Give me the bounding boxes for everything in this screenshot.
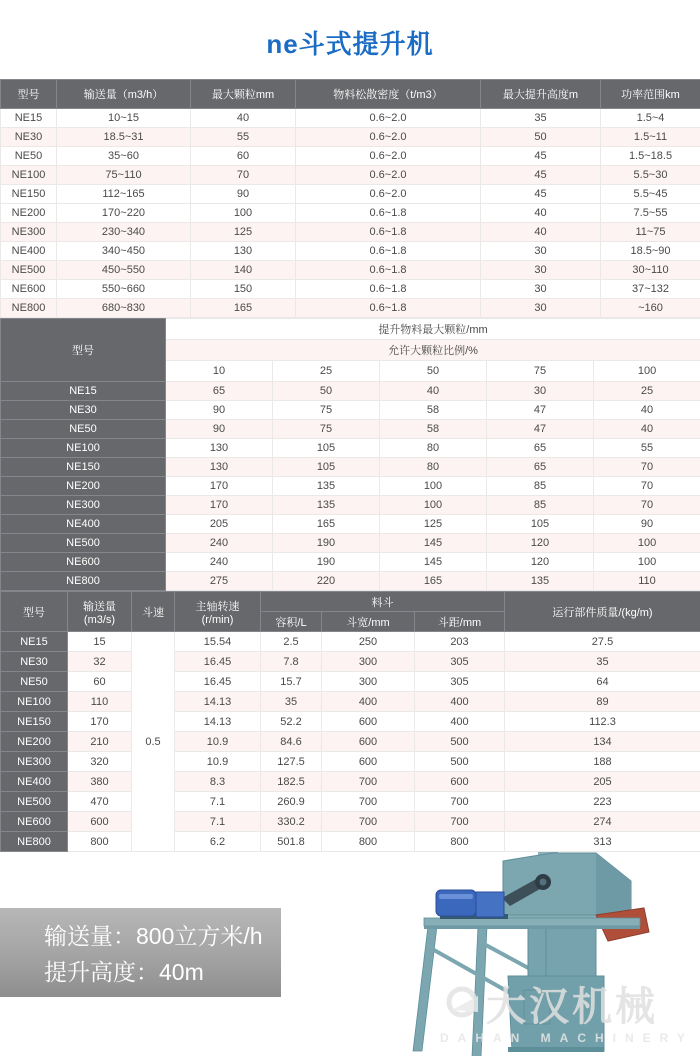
column-header: 功率范围km — [601, 80, 700, 109]
value-cell: 27.5 — [505, 632, 700, 652]
value-cell: 0.6~2.0 — [296, 128, 481, 147]
value-cell: 240 — [166, 534, 273, 553]
value-cell: 10~15 — [57, 109, 191, 128]
value-cell: 0.6~2.0 — [296, 185, 481, 204]
platform-rim — [424, 926, 640, 929]
table-row — [1, 652, 700, 672]
value-cell: 120 — [487, 553, 594, 572]
bucket-elevator-illustration — [400, 852, 700, 1056]
value-cell: 7.5~55 — [601, 204, 700, 223]
value-cell: 80 — [380, 458, 487, 477]
value-cell: 64 — [505, 672, 700, 692]
table-row — [1, 280, 700, 299]
value-cell: 275 — [166, 572, 273, 591]
value-cell: 45 — [481, 185, 601, 204]
column-header: 型号 — [1, 80, 57, 109]
value-cell: ~160 — [601, 299, 700, 318]
model-cell: NE400 — [1, 515, 166, 534]
model-cell: NE600 — [1, 280, 57, 299]
value-cell: 0.6~2.0 — [296, 166, 481, 185]
value-cell: 170 — [166, 496, 273, 515]
model-cell: NE50 — [1, 147, 57, 166]
value-cell: 0.6~2.0 — [296, 109, 481, 128]
value-cell: 1.5~11 — [601, 128, 700, 147]
elevator-photo — [400, 852, 700, 1056]
value-cell: 15.54 — [175, 632, 261, 652]
value-cell: 50 — [481, 128, 601, 147]
model-cell: NE200 — [1, 204, 57, 223]
value-cell: 100 — [594, 553, 700, 572]
value-cell: 30 — [481, 261, 601, 280]
value-cell: 90 — [166, 420, 273, 439]
column-header: 100 — [594, 361, 700, 382]
table-row — [1, 553, 700, 572]
value-cell: 240 — [166, 553, 273, 572]
elevator-trunk — [528, 921, 596, 979]
model-cell: NE600 — [1, 812, 68, 832]
value-cell: 65 — [487, 439, 594, 458]
value-cell: 600 — [415, 772, 505, 792]
value-cell: 47 — [487, 401, 594, 420]
value-cell: 112.3 — [505, 712, 700, 732]
value-cell: 105 — [273, 458, 380, 477]
column-header: 斗宽/mm — [322, 612, 415, 632]
value-cell: 65 — [166, 382, 273, 401]
support-leg-left — [413, 926, 437, 1051]
model-cell: NE15 — [1, 109, 57, 128]
value-cell: 7.8 — [261, 652, 322, 672]
caption-height: 提升高度：40m — [44, 959, 204, 985]
value-cell: 600 — [322, 712, 415, 732]
value-cell: 170~220 — [57, 204, 191, 223]
value-cell: 0.6~1.8 — [296, 261, 481, 280]
table-row — [1, 772, 700, 792]
value-cell: 70 — [594, 496, 700, 515]
value-cell: 260.9 — [261, 792, 322, 812]
model-cell: NE800 — [1, 299, 57, 318]
value-cell: 84.6 — [261, 732, 322, 752]
value-cell: 40 — [481, 204, 601, 223]
value-cell: 10.9 — [175, 732, 261, 752]
value-cell: 30~110 — [601, 261, 700, 280]
value-cell: 800 — [68, 832, 132, 852]
value-cell: 313 — [505, 832, 700, 852]
value-cell: 58 — [380, 420, 487, 439]
value-cell: 125 — [191, 223, 296, 242]
value-cell: 15 — [68, 632, 132, 652]
value-cell: 16.45 — [175, 652, 261, 672]
head-pulley-hub — [540, 879, 547, 886]
model-cell: NE100 — [1, 439, 166, 458]
capacity-header — [68, 592, 132, 632]
value-cell: 700 — [415, 792, 505, 812]
table-row — [1, 185, 700, 204]
table-row — [1, 477, 700, 496]
value-cell: 170 — [166, 477, 273, 496]
value-cell: 18.5~90 — [601, 242, 700, 261]
value-cell: 680~830 — [57, 299, 191, 318]
model-cell: NE30 — [1, 401, 166, 420]
value-cell: 220 — [273, 572, 380, 591]
table-row — [1, 261, 700, 280]
watermark-en-text: DAHAN MACHINERY — [440, 1031, 694, 1045]
value-cell: 700 — [415, 812, 505, 832]
value-cell: 112~165 — [57, 185, 191, 204]
value-cell: 165 — [273, 515, 380, 534]
value-cell: 0.6~1.8 — [296, 223, 481, 242]
table-row — [1, 732, 700, 752]
value-cell: 100 — [380, 496, 487, 515]
model-cell: NE500 — [1, 792, 68, 812]
value-cell: 100 — [191, 204, 296, 223]
table-row — [1, 458, 700, 477]
value-cell: 2.5 — [261, 632, 322, 652]
value-cell: 150 — [191, 280, 296, 299]
value-cell: 550~660 — [57, 280, 191, 299]
value-cell: 130 — [166, 439, 273, 458]
value-cell: 800 — [415, 832, 505, 852]
value-cell: 60 — [191, 147, 296, 166]
particle-group-header: 提升物料最大颗粒/mm — [166, 319, 700, 340]
value-cell: 140 — [191, 261, 296, 280]
model-cell: NE150 — [1, 458, 166, 477]
value-cell: 32 — [68, 652, 132, 672]
value-cell: 190 — [273, 534, 380, 553]
watermark-cn-text: 大汉机械 — [486, 985, 658, 1029]
value-cell: 70 — [594, 458, 700, 477]
value-cell: 800 — [322, 832, 415, 852]
shaft-header-line1: 主轴转速 — [195, 600, 240, 613]
motor-platform — [424, 918, 640, 926]
caption-capacity: 输送量：800立方米/h — [44, 923, 263, 949]
value-cell: 130 — [191, 242, 296, 261]
value-cell: 203 — [415, 632, 505, 652]
value-cell: 65 — [487, 458, 594, 477]
model-cell: NE50 — [1, 672, 68, 692]
capacity-header-line1: 输送量 — [83, 600, 116, 613]
model-cell: NE30 — [1, 128, 57, 147]
value-cell: 100 — [594, 534, 700, 553]
support-brace-2 — [484, 944, 532, 970]
spec-table-header-row1 — [1, 592, 700, 612]
table-row — [1, 712, 700, 732]
model-cell: NE800 — [1, 832, 68, 852]
value-cell: 52.2 — [261, 712, 322, 732]
value-cell: 500 — [415, 732, 505, 752]
value-cell: 300 — [322, 652, 415, 672]
value-cell: 205 — [505, 772, 700, 792]
value-cell: 500 — [415, 752, 505, 772]
value-cell: 80 — [380, 439, 487, 458]
value-cell: 0.6~2.0 — [296, 147, 481, 166]
value-cell: 40 — [594, 420, 700, 439]
value-cell: 182.5 — [261, 772, 322, 792]
value-cell: 230~340 — [57, 223, 191, 242]
value-cell: 105 — [273, 439, 380, 458]
particle-table-header-row1 — [1, 319, 700, 340]
value-cell: 501.8 — [261, 832, 322, 852]
value-cell: 125 — [380, 515, 487, 534]
value-cell: 14.13 — [175, 692, 261, 712]
running-mass-header: 运行部件质量/(kg/m) — [505, 592, 700, 632]
value-cell: 5.5~45 — [601, 185, 700, 204]
shaft-speed-header — [175, 592, 261, 632]
value-cell: 190 — [273, 553, 380, 572]
value-cell: 450~550 — [57, 261, 191, 280]
value-cell: 274 — [505, 812, 700, 832]
value-cell: 700 — [322, 792, 415, 812]
value-cell: 223 — [505, 792, 700, 812]
value-cell: 58 — [380, 401, 487, 420]
capacity-table — [0, 79, 700, 318]
value-cell: 330.2 — [261, 812, 322, 832]
value-cell: 30 — [481, 299, 601, 318]
model-cell: NE15 — [1, 382, 166, 401]
column-header: 50 — [380, 361, 487, 382]
model-cell: NE500 — [1, 261, 57, 280]
watermark-logo-swoosh — [452, 996, 478, 1012]
shaft-header-line2: (r/min) — [201, 613, 234, 626]
value-cell: 1.5~18.5 — [601, 147, 700, 166]
value-cell: 85 — [487, 496, 594, 515]
motor-body — [436, 890, 476, 916]
model-cell: NE800 — [1, 572, 166, 591]
value-cell: 170 — [68, 712, 132, 732]
model-cell: NE300 — [1, 752, 68, 772]
value-cell: 300 — [322, 672, 415, 692]
value-cell: 470 — [68, 792, 132, 812]
table-row — [1, 128, 700, 147]
model-cell: NE100 — [1, 692, 68, 712]
value-cell: 205 — [166, 515, 273, 534]
value-cell: 0.6~1.8 — [296, 242, 481, 261]
table-row — [1, 832, 700, 852]
value-cell: 5.5~30 — [601, 166, 700, 185]
value-cell: 120 — [487, 534, 594, 553]
model-cell: NE50 — [1, 420, 166, 439]
table-row — [1, 692, 700, 712]
value-cell: 40 — [380, 382, 487, 401]
column-header: 物料松散密度（t/m3） — [296, 80, 481, 109]
value-cell: 145 — [380, 534, 487, 553]
model-cell: NE150 — [1, 712, 68, 732]
value-cell: 7.1 — [175, 792, 261, 812]
model-cell: NE200 — [1, 732, 68, 752]
value-cell: 90 — [166, 401, 273, 420]
value-cell: 35 — [261, 692, 322, 712]
value-cell: 600 — [322, 752, 415, 772]
model-cell: NE200 — [1, 477, 166, 496]
value-cell: 165 — [191, 299, 296, 318]
column-header: 输送量（m3/h） — [57, 80, 191, 109]
column-header: 容积/L — [261, 612, 322, 632]
value-cell: 127.5 — [261, 752, 322, 772]
value-cell: 105 — [487, 515, 594, 534]
model-cell: NE30 — [1, 652, 68, 672]
value-cell: 8.3 — [175, 772, 261, 792]
table-row — [1, 223, 700, 242]
table-row — [1, 812, 700, 832]
value-cell: 6.2 — [175, 832, 261, 852]
table-row — [1, 166, 700, 185]
value-cell: 90 — [594, 515, 700, 534]
table-row — [1, 572, 700, 591]
table-row — [1, 242, 700, 261]
value-cell: 7.1 — [175, 812, 261, 832]
value-cell: 30 — [481, 280, 601, 299]
value-cell: 188 — [505, 752, 700, 772]
value-cell: 90 — [191, 185, 296, 204]
model-cell: NE150 — [1, 185, 57, 204]
value-cell: 55 — [594, 439, 700, 458]
value-cell: 380 — [68, 772, 132, 792]
value-cell: 45 — [481, 147, 601, 166]
model-cell: NE400 — [1, 772, 68, 792]
value-cell: 130 — [166, 458, 273, 477]
page-title: ne斗式提升机 — [266, 29, 434, 59]
table-row — [1, 147, 700, 166]
value-cell: 340~450 — [57, 242, 191, 261]
value-cell: 305 — [415, 672, 505, 692]
bucket-group-header: 料斗 — [261, 592, 505, 612]
capacity-header-line2: (m3/s) — [83, 613, 116, 626]
value-cell: 700 — [322, 812, 415, 832]
value-cell: 134 — [505, 732, 700, 752]
table-row — [1, 534, 700, 553]
value-cell: 35 — [481, 109, 601, 128]
value-cell: 70 — [594, 477, 700, 496]
footer-section — [0, 852, 700, 1056]
model-cell: NE300 — [1, 223, 57, 242]
value-cell: 135 — [273, 496, 380, 515]
value-cell: 135 — [487, 572, 594, 591]
value-cell: 700 — [322, 772, 415, 792]
value-cell: 89 — [505, 692, 700, 712]
value-cell: 100 — [380, 477, 487, 496]
value-cell: 210 — [68, 732, 132, 752]
value-cell: 600 — [68, 812, 132, 832]
boot-base — [508, 1047, 604, 1052]
value-cell: 1.5~4 — [601, 109, 700, 128]
column-header: 最大颗粒mm — [191, 80, 296, 109]
table-row — [1, 420, 700, 439]
value-cell: 250 — [322, 632, 415, 652]
model-cell: NE400 — [1, 242, 57, 261]
table-row — [1, 299, 700, 318]
elevator-head-side — [596, 853, 631, 915]
value-cell: 320 — [68, 752, 132, 772]
column-header: 最大提升高度m — [481, 80, 601, 109]
value-cell: 165 — [380, 572, 487, 591]
value-cell: 10.9 — [175, 752, 261, 772]
value-cell: 75 — [273, 420, 380, 439]
model-cell: NE600 — [1, 553, 166, 572]
model-column-header: 型号 — [1, 592, 68, 632]
particle-table — [0, 318, 700, 591]
value-cell: 50 — [273, 382, 380, 401]
value-cell: 85 — [487, 477, 594, 496]
gearbox — [476, 892, 504, 917]
value-cell: 40 — [594, 401, 700, 420]
value-cell: 135 — [273, 477, 380, 496]
value-cell: 55 — [191, 128, 296, 147]
value-cell: 70 — [191, 166, 296, 185]
value-cell: 60 — [68, 672, 132, 692]
table-row — [1, 401, 700, 420]
value-cell: 110 — [68, 692, 132, 712]
spec-table — [0, 591, 700, 852]
value-cell: 45 — [481, 166, 601, 185]
table-row — [1, 496, 700, 515]
motor-highlight — [439, 894, 473, 899]
value-cell: 25 — [594, 382, 700, 401]
bucket-speed-header: 斗速 — [132, 592, 175, 632]
model-column-header: 型号 — [1, 319, 166, 382]
table-row — [1, 382, 700, 401]
column-header: 斗距/mm — [415, 612, 505, 632]
model-cell: NE15 — [1, 632, 68, 652]
value-cell: 145 — [380, 553, 487, 572]
value-cell: 14.13 — [175, 712, 261, 732]
value-cell: 400 — [415, 692, 505, 712]
value-cell: 35~60 — [57, 147, 191, 166]
model-cell: NE500 — [1, 534, 166, 553]
table-row — [1, 792, 700, 812]
table-row — [1, 672, 700, 692]
column-header: 10 — [166, 361, 273, 382]
value-cell: 35 — [505, 652, 700, 672]
value-cell: 305 — [415, 652, 505, 672]
value-cell: 0.6~1.8 — [296, 280, 481, 299]
value-cell: 15.7 — [261, 672, 322, 692]
value-cell: 40 — [191, 109, 296, 128]
value-cell: 47 — [487, 420, 594, 439]
value-cell: 75~110 — [57, 166, 191, 185]
value-cell: 400 — [415, 712, 505, 732]
model-cell: NE100 — [1, 166, 57, 185]
table-row — [1, 109, 700, 128]
value-cell: 110 — [594, 572, 700, 591]
model-cell: NE300 — [1, 496, 166, 515]
value-cell: 600 — [322, 732, 415, 752]
value-cell: 0.6~1.8 — [296, 299, 481, 318]
bucket-speed-merged-cell: 0.5 — [132, 632, 175, 852]
table-row — [1, 515, 700, 534]
table-row — [1, 752, 700, 772]
table-row — [1, 439, 700, 458]
value-cell: 75 — [273, 401, 380, 420]
column-header: 75 — [487, 361, 594, 382]
value-cell: 37~132 — [601, 280, 700, 299]
column-header: 25 — [273, 361, 380, 382]
value-cell: 18.5~31 — [57, 128, 191, 147]
particle-sub-header: 允许大颗粒比例/% — [166, 340, 700, 361]
value-cell: 0.6~1.8 — [296, 204, 481, 223]
value-cell: 400 — [322, 692, 415, 712]
value-cell: 11~75 — [601, 223, 700, 242]
value-cell: 40 — [481, 223, 601, 242]
value-cell: 30 — [481, 242, 601, 261]
table-row — [1, 632, 700, 652]
value-cell: 30 — [487, 382, 594, 401]
value-cell: 16.45 — [175, 672, 261, 692]
caption-box — [0, 908, 281, 997]
table-row — [1, 204, 700, 223]
capacity-table-header — [1, 80, 700, 109]
